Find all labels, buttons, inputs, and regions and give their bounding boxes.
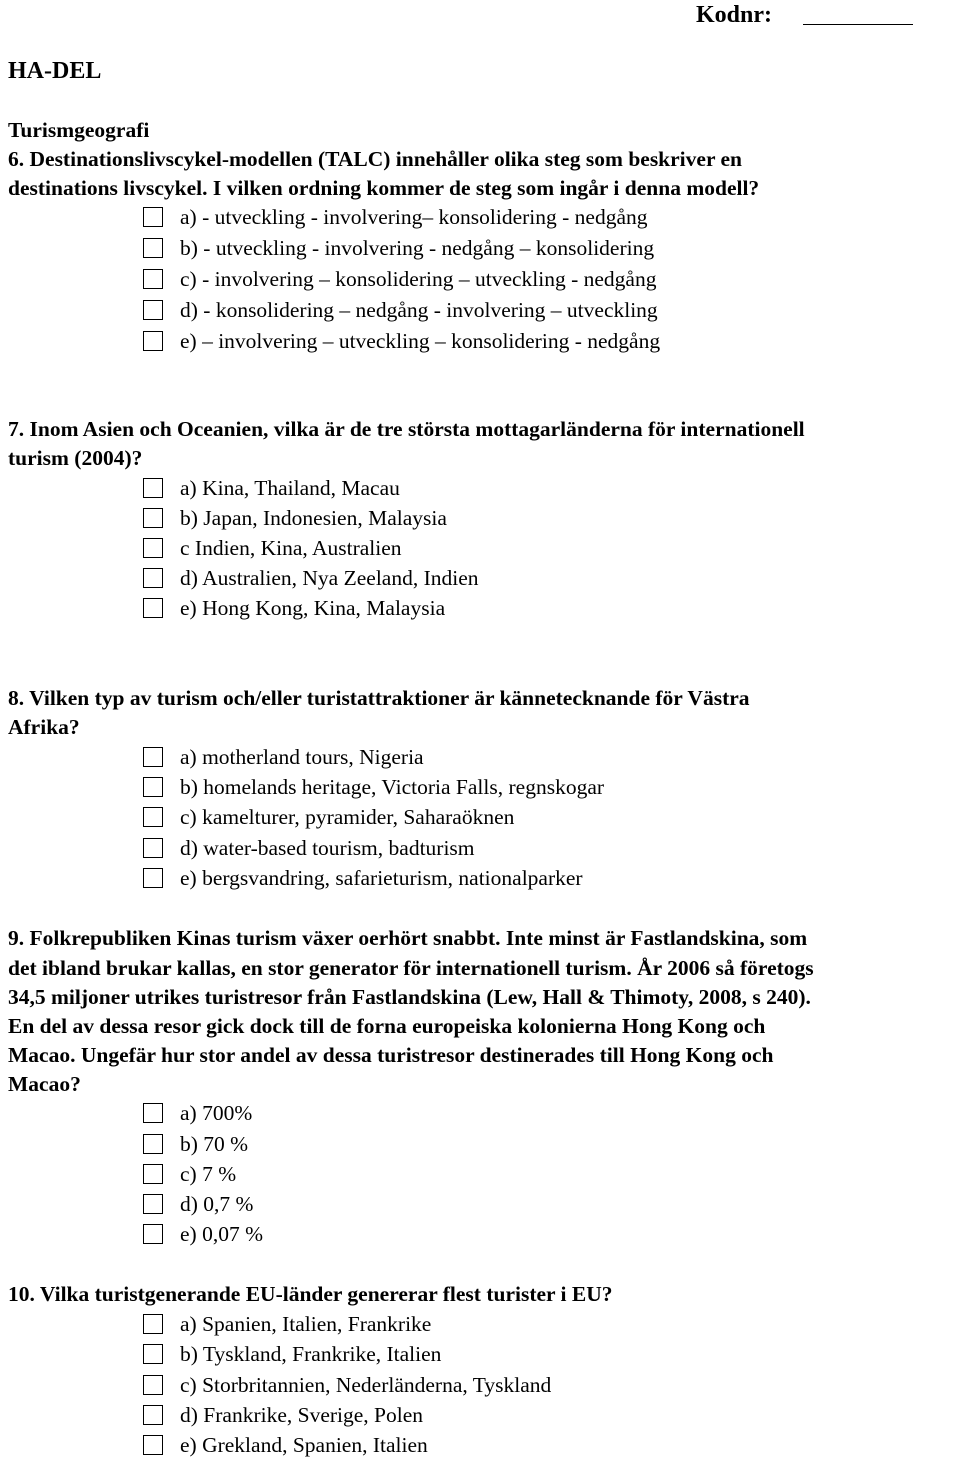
q8-option-d-label: d) water-based tourism, badturism — [180, 835, 475, 860]
q6-option-e-label: e) – involvering – utveckling – konsolidering - nedgång — [180, 328, 661, 353]
q10-checkbox-c[interactable] — [143, 1375, 163, 1395]
q6-option-b[interactable] — [143, 235, 654, 261]
q10-option-d-label: d) Frankrike, Sverige, Polen — [180, 1402, 424, 1427]
q10-option-b-label: b) Tyskland, Frankrike, Italien — [180, 1341, 442, 1366]
q6-option-d-label: d) - konsolidering – nedgång - involvering – utveckling — [180, 297, 658, 322]
q10-checkbox-e[interactable] — [143, 1435, 163, 1455]
q8-checkbox-e[interactable] — [143, 868, 163, 888]
q8-checkbox-c[interactable] — [143, 807, 163, 827]
q9-checkbox-d[interactable] — [143, 1194, 163, 1214]
q7-checkbox-a[interactable] — [143, 478, 163, 498]
q9-text-line-4: En del av dessa resor gick dock till de forna europeiska kolonierna Hong Kong och — [8, 1014, 766, 1038]
q6-text-line-2: destinations livscykel. I vilken ordning kommer de steg som ingår i denna modell? — [8, 176, 760, 200]
q8-text-line-1: 8. Vilken typ av turism och/eller turistattraktioner är kännetecknande för Västra — [8, 686, 750, 710]
q7-option-a[interactable] — [143, 475, 400, 501]
q7-option-e[interactable] — [143, 595, 445, 621]
q6-checkbox-c[interactable] — [143, 269, 163, 289]
q7-option-d-label: d) Australien, Nya Zeeland, Indien — [180, 565, 479, 590]
q10-checkbox-a[interactable] — [143, 1314, 163, 1334]
q9-checkbox-b[interactable] — [143, 1134, 163, 1154]
q7-checkbox-d[interactable] — [143, 568, 163, 588]
section-title: Turismgeografi — [8, 118, 150, 142]
q9-option-d[interactable] — [143, 1191, 253, 1217]
q9-text-line-6: Macao? — [8, 1072, 81, 1096]
q10-option-d[interactable] — [143, 1402, 423, 1428]
q6-option-a-label: a) - utveckling - involvering– konsolidering - nedgång — [180, 204, 648, 229]
q10-option-e[interactable] — [143, 1432, 428, 1458]
q9-option-d-label: d) 0,7 % — [180, 1191, 254, 1216]
q9-option-b[interactable] — [143, 1131, 248, 1157]
q8-option-c-label: c) kamelturer, pyramider, Saharaöknen — [180, 804, 515, 829]
q8-checkbox-a[interactable] — [143, 747, 163, 767]
q6-text-line-1: 6. Destinationslivscykel-modellen (TALC) innehåller olika steg som beskriver en — [8, 147, 742, 171]
q10-text-line-1: 10. Vilka turistgenerande EU-länder genererar flest turister i EU? — [8, 1282, 613, 1306]
q6-option-d[interactable] — [143, 297, 658, 323]
q6-checkbox-d[interactable] — [143, 300, 163, 320]
q10-checkbox-b[interactable] — [143, 1344, 163, 1364]
q8-option-c[interactable] — [143, 804, 514, 830]
q9-option-a[interactable] — [143, 1100, 252, 1126]
q7-option-c-label: c Indien, Kina, Australien — [180, 535, 402, 560]
q10-option-b[interactable] — [143, 1341, 441, 1367]
q10-checkbox-d[interactable] — [143, 1405, 163, 1425]
q6-checkbox-e[interactable] — [143, 331, 163, 351]
q7-checkbox-b[interactable] — [143, 508, 163, 528]
q7-option-a-label: a) Kina, Thailand, Macau — [180, 475, 400, 500]
q7-option-b-label: b) Japan, Indonesien, Malaysia — [180, 505, 447, 530]
q6-option-b-label: b) - utveckling - involvering - nedgång – konsolidering — [180, 235, 655, 260]
q8-option-b-label: b) homelands heritage, Victoria Falls, regnskogar — [180, 774, 605, 799]
q9-text-line-5: Macao. Ungefär hur stor andel av dessa turistresor destinerades till Hong Kong och — [8, 1043, 774, 1067]
q9-option-a-label: a) 700% — [180, 1100, 253, 1125]
q7-text-line-2: turism (2004)? — [8, 446, 143, 470]
q8-text-line-2: Afrika? — [8, 715, 80, 739]
q6-option-e[interactable] — [143, 328, 660, 354]
code-blank-line — [803, 24, 913, 25]
q8-option-e-label: e) bergsvandring, safarieturism, nationalparker — [180, 865, 583, 890]
q7-option-d[interactable] — [143, 565, 479, 591]
q9-text-line-1: 9. Folkrepubliken Kinas turism växer oerhört snabbt. Inte minst är Fastlandskina, som — [8, 926, 808, 950]
part-title: HA-DEL — [8, 58, 102, 84]
q10-option-c-label: c) Storbritannien, Nederländerna, Tyskland — [180, 1372, 552, 1397]
q9-option-e-label: e) 0,07 % — [180, 1221, 263, 1246]
q7-checkbox-e[interactable] — [143, 598, 163, 618]
q8-checkbox-d[interactable] — [143, 838, 163, 858]
q9-text-line-3: 34,5 miljoner utrikes turistresor från Fastlandskina (Lew, Hall & Thimoty, 2008, s 240). — [8, 985, 811, 1009]
q8-option-e[interactable] — [143, 865, 583, 891]
q9-text-line-2: det ibland brukar kallas, en stor generator för internationell turism. År 2006 så företogs — [8, 956, 814, 980]
q7-option-b[interactable] — [143, 505, 447, 531]
q7-checkbox-c[interactable] — [143, 538, 163, 558]
q9-checkbox-e[interactable] — [143, 1224, 163, 1244]
q8-checkbox-b[interactable] — [143, 777, 163, 797]
q6-checkbox-b[interactable] — [143, 238, 163, 258]
q8-option-a[interactable] — [143, 744, 424, 770]
q10-option-a[interactable] — [143, 1311, 431, 1337]
q9-option-c-label: c) 7 % — [180, 1161, 237, 1186]
q7-option-c[interactable] — [143, 535, 402, 561]
q8-option-d[interactable] — [143, 835, 475, 861]
q9-checkbox-a[interactable] — [143, 1103, 163, 1123]
q8-option-b[interactable] — [143, 774, 604, 800]
q6-option-c[interactable] — [143, 266, 656, 292]
q7-text-line-1: 7. Inom Asien och Oceanien, vilka är de tre största mottagarländerna för internationell — [8, 417, 805, 441]
q6-checkbox-a[interactable] — [143, 207, 163, 227]
q9-checkbox-c[interactable] — [143, 1164, 163, 1184]
code-label: Kodnr: — [696, 2, 773, 28]
q10-option-a-label: a) Spanien, Italien, Frankrike — [180, 1311, 432, 1336]
q8-option-a-label: a) motherland tours, Nigeria — [180, 744, 424, 769]
q9-option-b-label: b) 70 % — [180, 1131, 249, 1156]
q9-option-e[interactable] — [143, 1221, 263, 1247]
q10-option-c[interactable] — [143, 1372, 551, 1398]
q6-option-a[interactable] — [143, 204, 648, 230]
q6-option-c-label: c) - involvering – konsolidering – utveckling - nedgång — [180, 266, 657, 291]
q9-option-c[interactable] — [143, 1161, 236, 1187]
q7-option-e-label: e) Hong Kong, Kina, Malaysia — [180, 595, 446, 620]
q10-option-e-label: e) Grekland, Spanien, Italien — [180, 1432, 428, 1457]
